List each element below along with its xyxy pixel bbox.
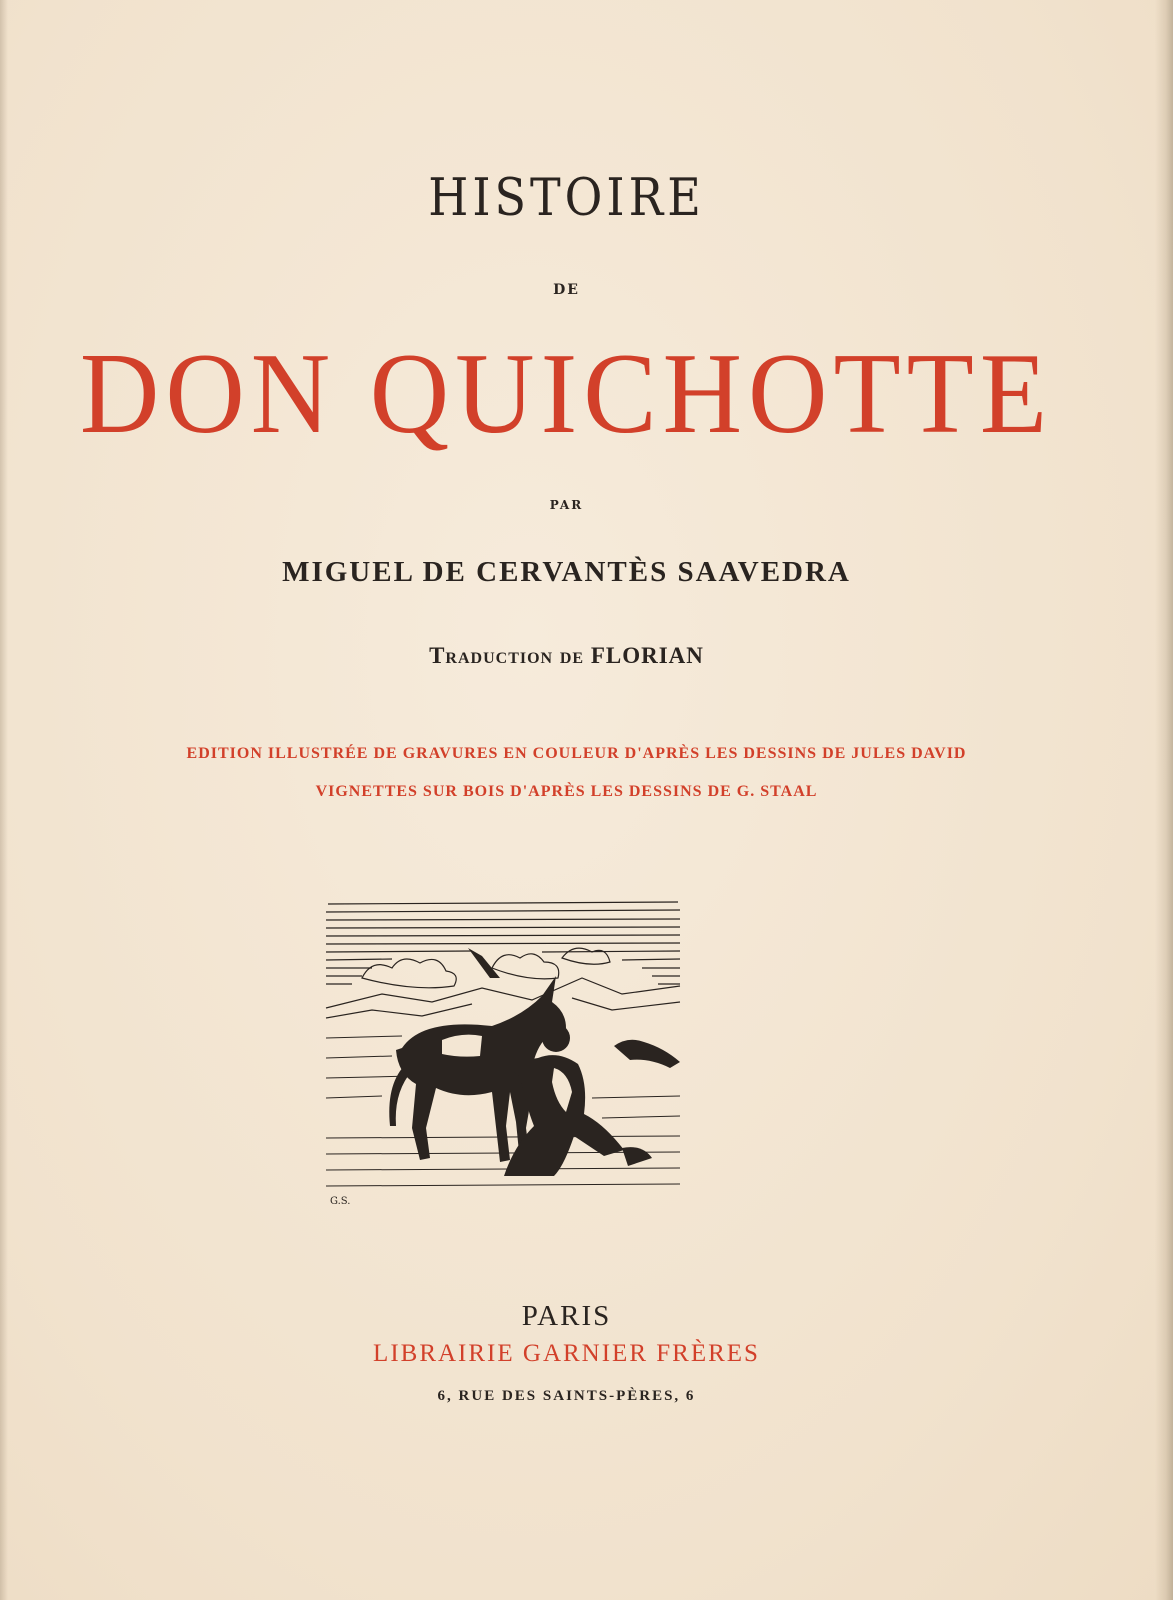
heading-histoire: HISTOIRE bbox=[428, 166, 705, 228]
publisher: LIBRAIRIE GARNIER FRÈRES bbox=[373, 1340, 760, 1367]
woodcut-donkey-man-icon bbox=[322, 898, 684, 1208]
heading-par: PAR bbox=[549, 498, 584, 512]
city: PARIS bbox=[521, 1300, 612, 1332]
edition-line-1: EDITION ILLUSTRÉE DE GRAVURES EN COULEUR D'APRÈS LES DESSINS DE JULES DAVID bbox=[186, 745, 967, 762]
publisher-address: 6, RUE DES SAINTS-PÈRES, 6 bbox=[437, 1388, 696, 1404]
translation-credit: Traduction de FLORIAN bbox=[429, 643, 704, 668]
main-title: DON QUICHOTTE bbox=[79, 328, 1054, 458]
author-name: MIGUEL DE CERVANTÈS SAAVEDRA bbox=[282, 556, 851, 588]
edition-line-2: VIGNETTES SUR BOIS D'APRÈS LES DESSINS DE G. STAAL bbox=[315, 783, 818, 800]
svg-text:G.S.: G.S. bbox=[330, 1196, 351, 1207]
heading-de: DE bbox=[553, 282, 580, 298]
page-edge-right bbox=[1155, 0, 1173, 1600]
